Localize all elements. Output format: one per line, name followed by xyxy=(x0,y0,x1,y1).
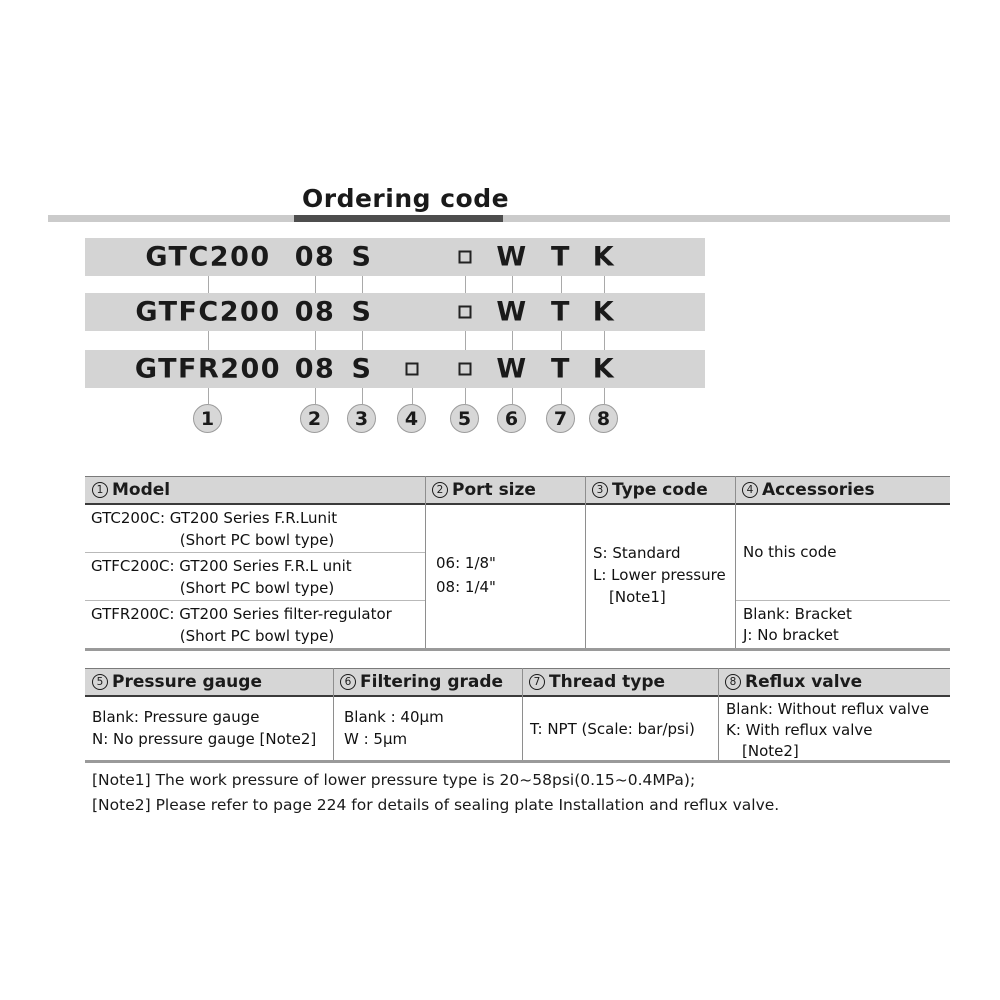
connector-line xyxy=(315,276,316,293)
pressure-gauge-option: N: No pressure gauge [Note2] xyxy=(92,730,317,748)
position-circle-2: 2 xyxy=(300,404,329,433)
code-model: GTC200 xyxy=(145,241,271,273)
header-pressure-gauge xyxy=(92,671,262,693)
circled-number-icon: 5 xyxy=(92,674,108,690)
circled-number-icon: 2 xyxy=(432,482,448,498)
code-thread: T xyxy=(551,241,571,273)
connector-line xyxy=(412,388,413,404)
header-label: Filtering grade xyxy=(360,672,504,692)
code-thread: T xyxy=(551,353,571,385)
spec-table-1 xyxy=(85,476,950,651)
reflux-valve-option: Blank: Without reflux valve xyxy=(726,700,930,718)
model-name: GTFR200C: GT200 Series filter-regulator xyxy=(91,605,392,623)
connector-line xyxy=(561,276,562,293)
connector-line xyxy=(512,331,513,350)
code-reflux: K xyxy=(592,353,616,385)
position-circle-5: 5 xyxy=(450,404,479,433)
spec-table-2 xyxy=(85,668,950,763)
model-name: GTFC200C: GT200 Series F.R.L unit xyxy=(91,557,352,575)
connector-line xyxy=(604,388,605,404)
header-accessories xyxy=(742,479,875,501)
thread-type-cell xyxy=(530,718,695,740)
footnote-1: [Note1] The work pressure of lower pressure type is 20~58psi(0.15~0.4MPa); xyxy=(92,771,696,789)
table-border xyxy=(85,648,950,651)
connector-line xyxy=(465,331,466,350)
connector-line xyxy=(512,388,513,404)
code-thread: T xyxy=(551,296,571,328)
circled-number-icon: 3 xyxy=(592,482,608,498)
pressure-gauge-option: Blank: Pressure gauge xyxy=(92,708,260,726)
position-circle-8: 8 xyxy=(589,404,618,433)
position-circle-6: 6 xyxy=(497,404,526,433)
position-circle-1: 1 xyxy=(193,404,222,433)
filtering-grade-option: Blank : 40μm xyxy=(344,708,444,726)
column-divider xyxy=(718,668,719,760)
blank-option-box-icon xyxy=(406,363,419,376)
column-divider xyxy=(735,476,736,648)
accessories-option: Blank: Bracket xyxy=(743,605,852,623)
reflux-valve-option: K: With reflux valve xyxy=(726,721,873,739)
circled-number-icon: 7 xyxy=(529,674,545,690)
connector-line xyxy=(512,276,513,293)
circled-number-icon: 4 xyxy=(742,482,758,498)
column-divider xyxy=(585,476,586,648)
connector-line xyxy=(465,388,466,404)
connector-line xyxy=(465,276,466,293)
connector-line xyxy=(362,331,363,350)
reflux-valve-cell xyxy=(726,699,929,762)
code-port: 08 xyxy=(294,241,336,273)
model-subtype: (Short PC bowl type) xyxy=(179,531,335,549)
model-row-3 xyxy=(91,603,423,647)
header-label: Model xyxy=(112,480,171,500)
code-model: GTFC200 xyxy=(135,296,281,328)
model-subtype: (Short PC bowl type) xyxy=(179,627,335,645)
code-reflux: K xyxy=(592,296,616,328)
connector-line xyxy=(208,388,209,404)
reflux-valve-note-ref: [Note2] xyxy=(742,742,799,760)
pressure-gauge-cell xyxy=(92,706,316,750)
code-filter: W xyxy=(496,353,528,385)
type-code-cell xyxy=(593,542,726,608)
accessories-option: No this code xyxy=(743,543,837,561)
connector-line xyxy=(561,388,562,404)
filtering-grade-cell xyxy=(344,706,444,750)
filtering-grade-option: W : 5μm xyxy=(344,730,408,748)
table-header-separator xyxy=(85,503,950,505)
code-model: GTFR200 xyxy=(134,353,282,385)
connector-line xyxy=(604,276,605,293)
accessories-row3-cell xyxy=(743,604,852,646)
header-port-size xyxy=(432,479,536,501)
header-label: Accessories xyxy=(762,480,875,500)
title-rule-accent xyxy=(294,215,503,222)
position-circle-4: 4 xyxy=(397,404,426,433)
header-label: Type code xyxy=(612,480,708,500)
column-divider xyxy=(425,476,426,648)
connector-line xyxy=(362,276,363,293)
code-type: S xyxy=(351,353,373,385)
position-circle-3: 3 xyxy=(347,404,376,433)
model-name: GTC200C: GT200 Series F.R.Lunit xyxy=(91,509,338,527)
connector-line xyxy=(604,331,605,350)
header-label: Pressure gauge xyxy=(112,672,262,692)
type-code-note-ref: [Note1] xyxy=(609,588,666,606)
row-divider xyxy=(85,552,425,553)
header-filtering-grade xyxy=(340,671,503,693)
accessories-option: J: No bracket xyxy=(743,626,839,644)
accessories-no-code-cell xyxy=(743,541,836,563)
header-model xyxy=(92,479,170,501)
code-bar-gtc200 xyxy=(85,238,705,276)
connector-line xyxy=(208,331,209,350)
table-header-separator xyxy=(85,695,950,697)
circled-number-icon: 1 xyxy=(92,482,108,498)
row-divider xyxy=(736,600,950,601)
model-row-2 xyxy=(91,555,423,599)
model-subtype: (Short PC bowl type) xyxy=(179,579,335,597)
footnotes xyxy=(92,768,779,817)
page-title: Ordering code xyxy=(302,184,510,213)
header-label: Port size xyxy=(452,480,536,500)
code-bar-gtfc200 xyxy=(85,293,705,331)
code-port: 08 xyxy=(294,296,336,328)
column-divider xyxy=(522,668,523,760)
code-type: S xyxy=(351,241,373,273)
connector-line xyxy=(561,331,562,350)
blank-option-box-icon xyxy=(459,363,472,376)
code-reflux: K xyxy=(592,241,616,273)
connector-line xyxy=(208,276,209,293)
header-thread-type xyxy=(529,671,665,693)
connector-line xyxy=(315,331,316,350)
header-label: Reflux valve xyxy=(745,672,863,692)
header-reflux-valve xyxy=(725,671,862,693)
blank-option-box-icon xyxy=(459,251,472,264)
port-size-option: 08: 1/4" xyxy=(436,578,496,596)
code-filter: W xyxy=(496,241,528,273)
code-filter: W xyxy=(496,296,528,328)
circled-number-icon: 6 xyxy=(340,674,356,690)
thread-type-option: T: NPT (Scale: bar/psi) xyxy=(530,720,695,738)
code-type: S xyxy=(351,296,373,328)
model-row-1 xyxy=(91,507,423,551)
row-divider xyxy=(85,600,425,601)
circled-number-icon: 8 xyxy=(725,674,741,690)
footnote-2: [Note2] Please refer to page 224 for details of sealing plate Installation and reflux valve. xyxy=(92,795,780,814)
blank-option-box-icon xyxy=(459,306,472,319)
connector-line xyxy=(315,388,316,404)
port-size-cell xyxy=(436,551,496,599)
type-code-option: S: Standard xyxy=(593,544,681,562)
code-port: 08 xyxy=(294,353,336,385)
column-divider xyxy=(333,668,334,760)
position-circle-7: 7 xyxy=(546,404,575,433)
type-code-option: L: Lower pressure xyxy=(593,566,726,584)
connector-line xyxy=(362,388,363,404)
port-size-option: 06: 1/8" xyxy=(436,554,496,572)
code-bar-gtfr200 xyxy=(85,350,705,388)
header-label: Thread type xyxy=(549,672,666,692)
header-type-code xyxy=(592,479,708,501)
